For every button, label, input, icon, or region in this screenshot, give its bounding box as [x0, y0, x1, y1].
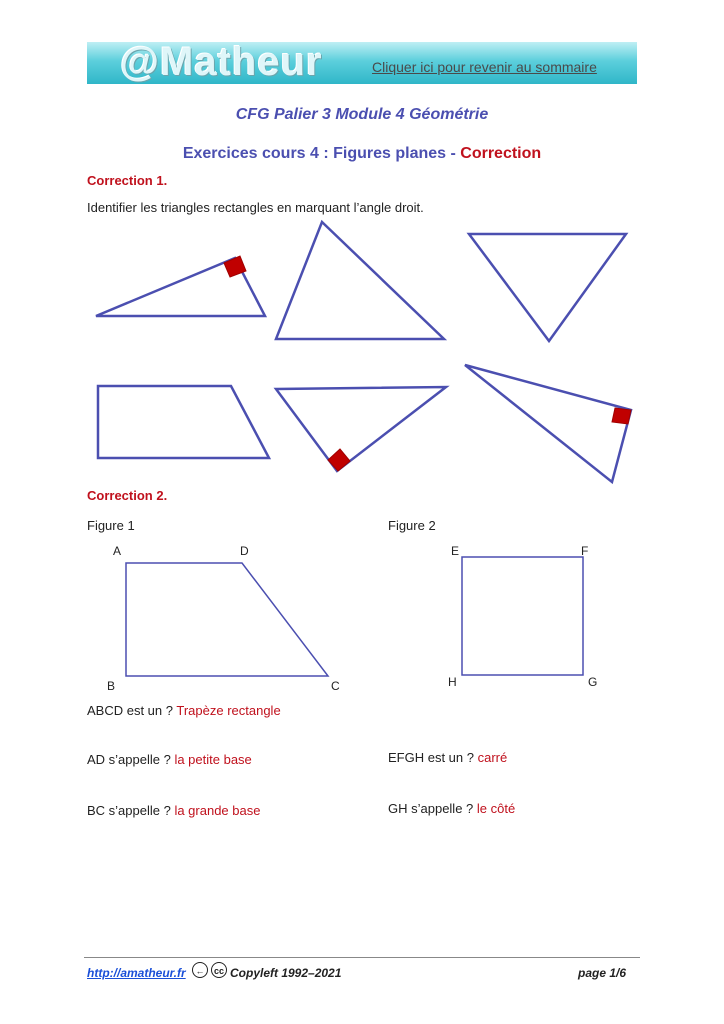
site-logo[interactable]: @Matheur	[120, 40, 323, 84]
answer-1: Trapèze rectangle	[176, 703, 281, 718]
trapezoid-shape	[98, 386, 269, 458]
question-1: ABCD est un ? Trapèze rectangle	[87, 703, 281, 718]
answer-4: carré	[477, 750, 508, 765]
triangle-2	[276, 222, 444, 339]
footer-page-number: page 1/6	[578, 966, 627, 980]
question-5: GH s’appelle ? le côté	[388, 801, 516, 816]
page-title: CFG Palier 3 Module 4 Géométrie	[235, 106, 489, 123]
vertex-h: H	[448, 675, 457, 689]
figure2-label: Figure 2	[388, 518, 436, 533]
footer-site-link[interactable]: http://amatheur.fr	[87, 966, 186, 980]
triangle-4-right	[276, 387, 446, 471]
vertex-f: F	[581, 544, 589, 558]
section1-heading: Correction 1.	[87, 173, 168, 188]
copyleft-icon: ←	[192, 962, 208, 978]
answer-2: la petite base	[174, 752, 252, 767]
vertex-c: C	[331, 679, 340, 693]
vertex-a: A	[113, 544, 122, 558]
vertex-d: D	[240, 544, 249, 558]
vertex-b: B	[107, 679, 116, 693]
question-4: EFGH est un ? carré	[388, 750, 508, 765]
right-angle-mark-3	[612, 408, 631, 424]
vertex-g: G	[588, 675, 598, 689]
vertex-e: E	[451, 544, 460, 558]
subtitle-main: Exercices cours 4 : Figures planes -	[182, 145, 461, 162]
section1-instruction: Identifier les triangles rectangles en marquant l’angle droit.	[87, 200, 424, 215]
triangle-3	[469, 234, 626, 341]
footer-divider	[84, 957, 640, 958]
right-angle-mark-2	[328, 449, 350, 471]
figure1-label: Figure 1	[87, 518, 135, 533]
subtitle-highlight: Correction	[460, 145, 542, 162]
figure2-square	[462, 557, 583, 675]
question-3: BC s’appelle ? la grande base	[87, 803, 261, 818]
question-2: AD s’appelle ? la petite base	[87, 752, 252, 767]
answer-5: le côté	[476, 801, 516, 816]
back-to-summary-link[interactable]: Cliquer ici pour revenir au sommaire	[372, 59, 597, 75]
section2-heading: Correction 2.	[87, 488, 168, 503]
figure1-trapezoid	[126, 563, 328, 676]
answer-3: la grande base	[174, 803, 261, 818]
footer-copyleft: Copyleft 1992–2021	[230, 966, 342, 980]
creative-commons-icon: cc	[211, 962, 227, 978]
triangle-5-right	[465, 365, 631, 482]
